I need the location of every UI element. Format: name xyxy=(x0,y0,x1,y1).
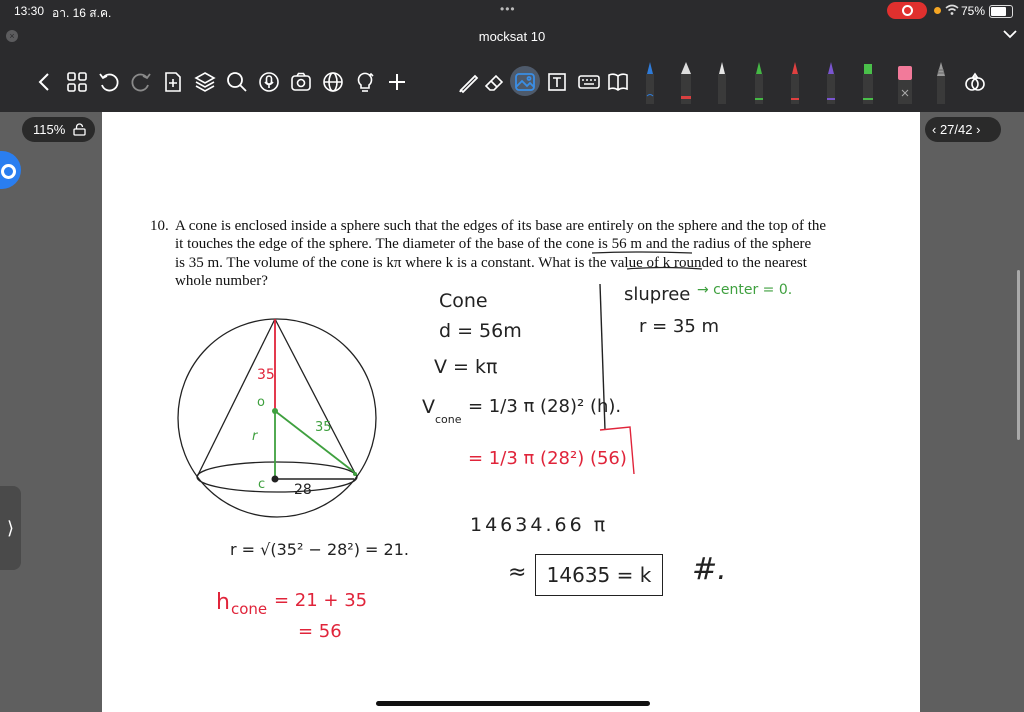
battery-icon xyxy=(989,5,1013,18)
sidebar-toggle[interactable]: ⟩ xyxy=(0,486,21,570)
page-navigator[interactable] xyxy=(925,117,1001,142)
question-line: whole number? xyxy=(175,272,268,289)
mic-in-use-indicator xyxy=(934,7,941,14)
book-icon[interactable] xyxy=(606,70,630,94)
pen-white[interactable] xyxy=(715,60,729,104)
hw-center-note: → center = 0. xyxy=(697,282,793,298)
question-line: is 35 m. The volume of the cone is kπ where k is a constant. What is the value of k rounded to the nearest xyxy=(175,254,807,271)
home-indicator[interactable] xyxy=(376,701,650,706)
hw-strokes xyxy=(102,112,920,712)
document-page[interactable] xyxy=(102,112,920,712)
hw-sphere-label: slupree xyxy=(624,284,691,305)
unlock-icon xyxy=(73,123,86,136)
collaborate-icon[interactable] xyxy=(963,70,987,94)
title-bar xyxy=(0,22,1024,52)
figure-label-28: 28 xyxy=(294,482,312,498)
highlighter-pink[interactable] xyxy=(897,60,911,104)
document-title[interactable]: mocksat 10 xyxy=(478,29,546,44)
pen-purple[interactable] xyxy=(824,60,838,104)
fountain-pen[interactable] xyxy=(679,60,693,104)
pencil-gray[interactable] xyxy=(934,60,948,104)
image-icon[interactable] xyxy=(513,70,537,94)
hw-v-cone-sub: cone xyxy=(435,413,462,426)
status-bar xyxy=(0,0,1024,22)
hw-red-formula: = 1/3 π (28²) (56) xyxy=(468,448,627,469)
wifi-icon xyxy=(945,4,959,19)
add-page-icon[interactable] xyxy=(161,70,185,94)
hw-h-calc: = 21 + 35 xyxy=(274,590,368,611)
question-line: A cone is enclosed inside a sphere such that the edges of its base are entirely on the sphere and the top of the xyxy=(175,218,827,234)
pen-blue[interactable] xyxy=(643,60,657,104)
page-label: ‹ 27/42 › xyxy=(932,122,981,137)
back-icon[interactable] xyxy=(33,70,57,94)
hw-approx: ≈ xyxy=(508,560,527,585)
hw-hash: #. xyxy=(692,552,727,587)
hw-v-formula: = 1/3 π (28)² (h). xyxy=(468,396,622,417)
screen-record-indicator[interactable] xyxy=(887,2,927,19)
hw-v-line: V = kπ xyxy=(434,356,498,378)
zoom-label: 115% xyxy=(33,122,66,137)
hw-v-cone: V xyxy=(422,396,435,418)
camera-icon[interactable] xyxy=(289,70,313,94)
eraser-icon[interactable] xyxy=(482,70,506,94)
hw-result: 14634.66 π xyxy=(470,514,609,536)
layers-icon[interactable] xyxy=(193,70,217,94)
redo-icon[interactable] xyxy=(129,70,153,94)
text-box-icon[interactable] xyxy=(545,70,569,94)
close-icon[interactable]: × xyxy=(6,30,18,42)
figure-label-35-side: 35 xyxy=(315,420,332,435)
hw-r-line: r = 35 m xyxy=(639,316,720,337)
lightbulb-icon[interactable] xyxy=(353,70,377,94)
hw-d-line: d = 56m xyxy=(439,320,522,342)
highlighter-green[interactable] xyxy=(861,60,875,104)
figure-label-o: o xyxy=(257,395,265,410)
mic-icon[interactable] xyxy=(257,70,281,94)
hw-h-cone-sub: cone xyxy=(231,600,268,618)
hw-divider-line xyxy=(600,284,605,430)
pen-green[interactable] xyxy=(752,60,766,104)
question-number: 10. xyxy=(150,218,169,234)
hw-answer-box: 14635 = k xyxy=(535,554,663,596)
globe-icon[interactable] xyxy=(321,70,345,94)
figure-label-c: c xyxy=(258,477,266,492)
hw-h-cone: h xyxy=(216,590,230,615)
figure-label-r: r xyxy=(252,429,258,444)
zoom-indicator[interactable] xyxy=(22,117,95,142)
scrollbar[interactable] xyxy=(1017,270,1020,440)
pen-red[interactable] xyxy=(788,60,802,104)
figure-label-35-top: 35 xyxy=(257,367,275,383)
chevron-down-icon[interactable] xyxy=(1002,26,1018,47)
add-icon[interactable] xyxy=(385,70,409,94)
question-line: it touches the edge of the sphere. The diameter of the base of the cone is 56 m and the radius of the sphere xyxy=(175,236,812,253)
undo-icon[interactable] xyxy=(97,70,121,94)
keyboard-icon[interactable] xyxy=(577,70,601,94)
battery-percent: 75% xyxy=(961,4,986,18)
hw-red-bracket xyxy=(600,427,634,474)
multitask-dots[interactable]: ••• xyxy=(500,2,516,16)
search-icon[interactable] xyxy=(225,70,249,94)
status-time: 13:30 xyxy=(14,4,45,18)
grid-icon[interactable] xyxy=(65,70,89,94)
hw-r-calc: r = √(35² − 28²) = 21. xyxy=(230,540,409,559)
page-count: 27/42 xyxy=(939,122,973,137)
toolbar xyxy=(0,52,1024,112)
status-date: อา. 16 ส.ค. xyxy=(52,6,112,20)
pen-icon[interactable] xyxy=(457,70,481,94)
hw-h-result: = 56 xyxy=(298,621,342,642)
hw-cone-label: Cone xyxy=(439,290,488,312)
